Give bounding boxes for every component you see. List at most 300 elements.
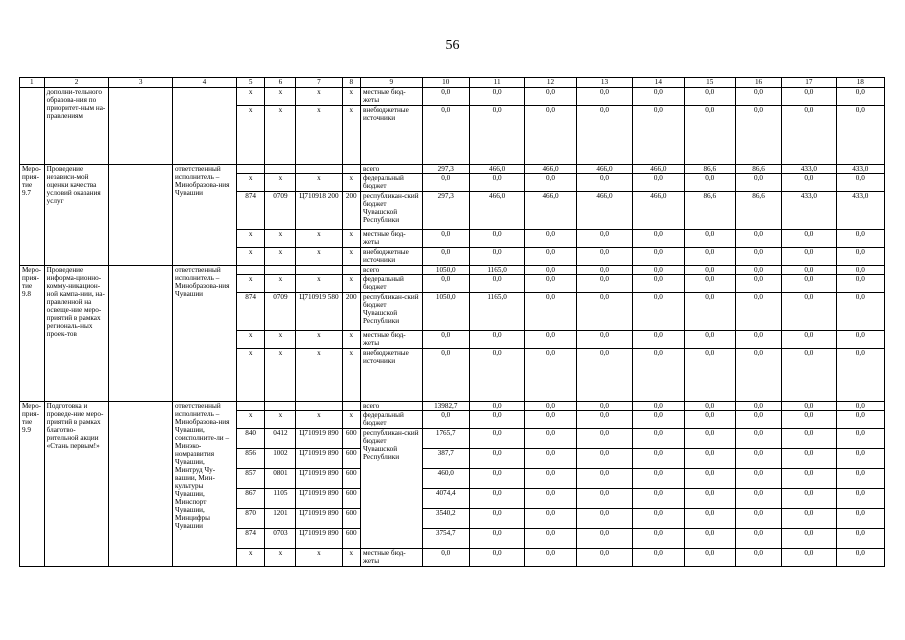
executor-cell: ответственный исполнитель – Минобразова-ния Чувашии (173, 266, 237, 402)
code-cell: 874 (236, 192, 265, 230)
code-cell: х (265, 349, 296, 402)
value-cell: 0,0 (525, 174, 576, 192)
value-cell: 0,0 (633, 411, 684, 429)
value-cell: 0,0 (525, 509, 576, 529)
value-cell: 13982,7 (422, 402, 469, 411)
code-cell (342, 402, 360, 411)
value-cell: 0,0 (684, 549, 735, 567)
code-cell (236, 402, 265, 411)
code-cell: х (342, 88, 360, 106)
value-cell: 0,0 (684, 106, 735, 165)
value-cell: 0,0 (469, 509, 524, 529)
value-cell: 0,0 (782, 106, 836, 165)
value-cell: 0,0 (422, 174, 469, 192)
code-cell: х (265, 106, 296, 165)
value-cell: 0,0 (836, 266, 884, 275)
value-cell: 0,0 (633, 469, 684, 489)
value-cell: 1165,0 (469, 266, 524, 275)
budget-table (19, 77, 885, 567)
source-cell: внебюджетные источники (361, 106, 423, 165)
value-cell: 0,0 (735, 509, 781, 529)
code-cell: 870 (236, 509, 265, 529)
value-cell: 433,0 (836, 165, 884, 174)
value-cell: 0,0 (469, 402, 524, 411)
value-cell: 0,0 (633, 174, 684, 192)
header-row (20, 78, 885, 88)
value-cell: 0,0 (576, 529, 633, 549)
value-cell: 0,0 (525, 402, 576, 411)
code-cell: х (265, 275, 296, 293)
value-cell: 0,0 (469, 275, 524, 293)
code-cell: 874 (236, 293, 265, 331)
value-cell: 0,0 (525, 266, 576, 275)
value-cell: 0,0 (525, 549, 576, 567)
value-cell: 0,0 (525, 349, 576, 402)
header-cell: 12 (525, 78, 576, 88)
value-cell: 0,0 (576, 174, 633, 192)
value-cell: 0,0 (525, 489, 576, 509)
value-cell: 1165,0 (469, 293, 524, 331)
code-cell: 600 (342, 429, 360, 449)
code-cell: х (236, 230, 265, 248)
value-cell: 0,0 (469, 331, 524, 349)
value-cell: 0,0 (782, 331, 836, 349)
source-cell: федеральный бюджет (361, 174, 423, 192)
value-cell: 0,0 (782, 174, 836, 192)
col3-cell (109, 266, 173, 402)
value-cell: 0,0 (633, 248, 684, 266)
col3-cell (109, 88, 173, 165)
code-cell: 840 (236, 429, 265, 449)
header-cell: 15 (684, 78, 735, 88)
value-cell: 0,0 (525, 275, 576, 293)
value-cell: 0,0 (525, 248, 576, 266)
value-cell: 387,7 (422, 449, 469, 469)
code-cell: х (342, 349, 360, 402)
col3-cell (109, 165, 173, 266)
code-cell: 600 (342, 469, 360, 489)
code-cell: 1105 (265, 489, 296, 509)
code-cell: х (236, 549, 265, 567)
code-cell (342, 266, 360, 275)
value-cell: 1050,0 (422, 293, 469, 331)
value-cell: 0,0 (735, 489, 781, 509)
header-cell: 14 (633, 78, 684, 88)
source-cell: местные бюд-жеты (361, 331, 423, 349)
code-cell: х (342, 275, 360, 293)
source-cell: федеральный бюджет (361, 275, 423, 293)
code-cell: х (265, 331, 296, 349)
value-cell: 0,0 (782, 266, 836, 275)
value-cell: 0,0 (525, 429, 576, 449)
value-cell: 297,3 (422, 192, 469, 230)
value-cell: 0,0 (422, 411, 469, 429)
value-cell: 0,0 (576, 402, 633, 411)
code-cell: Ц710919 890 (296, 509, 342, 529)
code-cell: Ц710919 580 (296, 293, 342, 331)
header-cell: 5 (236, 78, 265, 88)
code-cell: Ц710919 890 (296, 489, 342, 509)
code-cell: х (265, 230, 296, 248)
value-cell: 0,0 (684, 248, 735, 266)
value-cell: 0,0 (735, 275, 781, 293)
value-cell: 460,0 (422, 469, 469, 489)
code-cell: 1201 (265, 509, 296, 529)
value-cell: 0,0 (576, 230, 633, 248)
value-cell: 0,0 (469, 349, 524, 402)
value-cell: 0,0 (836, 293, 884, 331)
value-cell: 0,0 (469, 230, 524, 248)
code-cell (265, 402, 296, 411)
code-cell: 874 (236, 529, 265, 549)
code-cell: х (236, 248, 265, 266)
header-cell: 13 (576, 78, 633, 88)
page-number: 56 (445, 38, 460, 53)
value-cell: 0,0 (836, 402, 884, 411)
value-cell: 0,0 (469, 449, 524, 469)
value-cell: 0,0 (735, 248, 781, 266)
table-row (20, 165, 885, 174)
value-cell: 0,0 (633, 529, 684, 549)
code-cell: Ц710919 890 (296, 429, 342, 449)
source-cell: республикан-ский бюджет Чувашской Республики (361, 429, 423, 549)
value-cell: 0,0 (836, 411, 884, 429)
value-cell: 0,0 (469, 469, 524, 489)
table-row (20, 266, 885, 275)
value-cell: 0,0 (684, 230, 735, 248)
code-cell: 0801 (265, 469, 296, 489)
value-cell: 0,0 (422, 349, 469, 402)
value-cell: 0,0 (735, 429, 781, 449)
table-row (20, 402, 885, 411)
code-cell: х (236, 275, 265, 293)
event-label-cell (20, 88, 45, 165)
value-cell: 0,0 (633, 106, 684, 165)
code-cell: Ц710919 890 (296, 449, 342, 469)
code-cell: х (342, 230, 360, 248)
value-cell: 0,0 (684, 275, 735, 293)
code-cell: 600 (342, 529, 360, 549)
value-cell: 0,0 (576, 549, 633, 567)
value-cell: 4074,4 (422, 489, 469, 509)
value-cell: 86,6 (684, 192, 735, 230)
value-cell: 0,0 (735, 469, 781, 489)
value-cell: 0,0 (633, 429, 684, 449)
value-cell: 0,0 (782, 469, 836, 489)
value-cell: 0,0 (836, 174, 884, 192)
code-cell: 0709 (265, 192, 296, 230)
value-cell: 0,0 (782, 293, 836, 331)
code-cell (236, 165, 265, 174)
value-cell: 0,0 (735, 331, 781, 349)
value-cell: 0,0 (684, 469, 735, 489)
value-cell: 0,0 (836, 248, 884, 266)
value-cell: 0,0 (633, 509, 684, 529)
value-cell: 86,6 (684, 165, 735, 174)
value-cell: 0,0 (782, 549, 836, 567)
code-cell: 857 (236, 469, 265, 489)
value-cell: 0,0 (576, 275, 633, 293)
value-cell: 0,0 (836, 349, 884, 402)
code-cell: х (296, 275, 342, 293)
header-cell: 10 (422, 78, 469, 88)
value-cell: 433,0 (836, 192, 884, 230)
value-cell: 3754,7 (422, 529, 469, 549)
value-cell: 433,0 (782, 165, 836, 174)
value-cell: 0,0 (576, 331, 633, 349)
event-label: Меро-прия-тие 9.8 (20, 266, 45, 402)
value-cell: 0,0 (576, 293, 633, 331)
value-cell: 0,0 (469, 88, 524, 106)
code-cell: 0709 (265, 293, 296, 331)
value-cell: 86,6 (735, 192, 781, 230)
header-cell: 17 (782, 78, 836, 88)
code-cell: х (342, 248, 360, 266)
value-cell: 466,0 (633, 165, 684, 174)
code-cell: х (296, 349, 342, 402)
value-cell: 0,0 (633, 331, 684, 349)
code-cell: х (342, 174, 360, 192)
code-cell: 0703 (265, 529, 296, 549)
value-cell: 0,0 (836, 429, 884, 449)
value-cell: 466,0 (576, 192, 633, 230)
value-cell: 0,0 (684, 509, 735, 529)
value-cell: 0,0 (422, 549, 469, 567)
code-cell: х (342, 411, 360, 429)
code-cell: х (236, 411, 265, 429)
value-cell: 0,0 (469, 489, 524, 509)
value-cell: 0,0 (782, 88, 836, 106)
value-cell: 0,0 (422, 88, 469, 106)
value-cell: 0,0 (735, 349, 781, 402)
value-cell: 0,0 (836, 469, 884, 489)
value-cell: 0,0 (836, 509, 884, 529)
col3-cell (109, 402, 173, 567)
code-cell: х (296, 230, 342, 248)
value-cell: 0,0 (576, 489, 633, 509)
value-cell: 0,0 (735, 293, 781, 331)
source-cell: республикан-ский бюджет Чувашской Республики (361, 192, 423, 230)
value-cell: 0,0 (422, 230, 469, 248)
value-cell: 466,0 (633, 192, 684, 230)
value-cell: 0,0 (684, 429, 735, 449)
code-cell: х (265, 248, 296, 266)
value-cell: 0,0 (469, 529, 524, 549)
event-description: дополни-тельного образова-ния по приоритет-ным на-правлениям (44, 88, 109, 165)
value-cell: 0,0 (735, 174, 781, 192)
event-description: Проведение независи-мой оценки качества условий оказания услуг (44, 165, 109, 266)
code-cell: х (296, 88, 342, 106)
code-cell: 200 (342, 192, 360, 230)
header-cell: 7 (296, 78, 342, 88)
value-cell: 0,0 (684, 489, 735, 509)
value-cell: 0,0 (735, 449, 781, 469)
code-cell: Ц710918 200 (296, 192, 342, 230)
value-cell: 0,0 (633, 266, 684, 275)
code-cell: 867 (236, 489, 265, 509)
value-cell: 0,0 (576, 411, 633, 429)
source-cell: местные бюд-жеты (361, 549, 423, 567)
table-row (20, 88, 885, 106)
header-cell: 2 (44, 78, 109, 88)
value-cell: 0,0 (684, 529, 735, 549)
value-cell: 86,6 (735, 165, 781, 174)
code-cell: х (296, 248, 342, 266)
value-cell: 0,0 (836, 230, 884, 248)
header-cell: 8 (342, 78, 360, 88)
value-cell: 0,0 (782, 411, 836, 429)
value-cell: 0,0 (684, 449, 735, 469)
value-cell: 0,0 (576, 509, 633, 529)
code-cell: х (265, 549, 296, 567)
value-cell: 0,0 (525, 411, 576, 429)
value-cell: 0,0 (633, 275, 684, 293)
header-cell: 18 (836, 78, 884, 88)
value-cell: 0,0 (525, 88, 576, 106)
value-cell: 0,0 (684, 174, 735, 192)
code-cell (265, 165, 296, 174)
value-cell: 0,0 (525, 230, 576, 248)
value-cell: 0,0 (525, 469, 576, 489)
code-cell: 856 (236, 449, 265, 469)
value-cell: 0,0 (422, 248, 469, 266)
value-cell: 0,0 (782, 449, 836, 469)
value-cell: 0,0 (782, 402, 836, 411)
value-cell: 0,0 (836, 529, 884, 549)
value-cell: 0,0 (735, 266, 781, 275)
value-cell: 0,0 (576, 469, 633, 489)
value-cell: 0,0 (525, 331, 576, 349)
code-cell: х (342, 331, 360, 349)
code-cell: Ц710919 890 (296, 469, 342, 489)
value-cell: 0,0 (684, 349, 735, 402)
code-cell: 600 (342, 509, 360, 529)
value-cell: 0,0 (836, 449, 884, 469)
header-cell: 11 (469, 78, 524, 88)
value-cell: 466,0 (525, 192, 576, 230)
code-cell: х (342, 106, 360, 165)
value-cell: 0,0 (782, 248, 836, 266)
code-cell: Ц710919 890 (296, 529, 342, 549)
source-cell: внебюджетные источники (361, 349, 423, 402)
value-cell: 0,0 (782, 489, 836, 509)
source-cell: всего (361, 165, 423, 174)
value-cell: 0,0 (735, 230, 781, 248)
value-cell: 0,0 (576, 106, 633, 165)
value-cell: 0,0 (525, 293, 576, 331)
code-cell: х (236, 331, 265, 349)
source-cell: местные бюд-жеты (361, 88, 423, 106)
value-cell: 0,0 (576, 248, 633, 266)
value-cell: 0,0 (684, 411, 735, 429)
value-cell: 0,0 (469, 174, 524, 192)
value-cell: 0,0 (782, 349, 836, 402)
code-cell (296, 266, 342, 275)
code-cell: 1002 (265, 449, 296, 469)
value-cell: 0,0 (836, 549, 884, 567)
value-cell: 0,0 (684, 402, 735, 411)
header-cell: 9 (361, 78, 423, 88)
source-cell: федеральный бюджет (361, 411, 423, 429)
header-cell: 1 (20, 78, 45, 88)
value-cell: 0,0 (735, 88, 781, 106)
header-cell: 16 (735, 78, 781, 88)
value-cell: 0,0 (576, 88, 633, 106)
code-cell: х (265, 411, 296, 429)
code-cell: 200 (342, 293, 360, 331)
value-cell: 0,0 (782, 529, 836, 549)
source-cell: всего (361, 402, 423, 411)
value-cell: 0,0 (735, 411, 781, 429)
source-cell: местные бюд-жеты (361, 230, 423, 248)
header-cell: 6 (265, 78, 296, 88)
value-cell: 0,0 (469, 549, 524, 567)
executor-cell (173, 88, 237, 165)
code-cell: х (296, 174, 342, 192)
value-cell: 0,0 (633, 293, 684, 331)
code-cell: х (296, 106, 342, 165)
code-cell: х (236, 174, 265, 192)
value-cell: 0,0 (782, 230, 836, 248)
value-cell: 0,0 (735, 549, 781, 567)
source-cell: республикан-ский бюджет Чувашской Республики (361, 293, 423, 331)
event-label: Меро-прия-тие 9.9 (20, 402, 45, 567)
value-cell: 466,0 (576, 165, 633, 174)
value-cell: 0,0 (735, 402, 781, 411)
value-cell: 433,0 (782, 192, 836, 230)
value-cell: 0,0 (469, 411, 524, 429)
code-cell: х (342, 549, 360, 567)
value-cell: 0,0 (422, 106, 469, 165)
value-cell: 0,0 (684, 293, 735, 331)
value-cell: 0,0 (782, 429, 836, 449)
code-cell (342, 165, 360, 174)
value-cell: 0,0 (576, 429, 633, 449)
value-cell: 0,0 (576, 449, 633, 469)
value-cell: 0,0 (525, 529, 576, 549)
value-cell: 3540,2 (422, 509, 469, 529)
value-cell: 0,0 (633, 230, 684, 248)
code-cell (236, 266, 265, 275)
value-cell: 0,0 (633, 489, 684, 509)
code-cell: 600 (342, 489, 360, 509)
value-cell: 0,0 (422, 275, 469, 293)
value-cell: 0,0 (633, 549, 684, 567)
value-cell: 0,0 (469, 248, 524, 266)
value-cell: 0,0 (633, 349, 684, 402)
value-cell: 0,0 (836, 88, 884, 106)
value-cell: 0,0 (633, 88, 684, 106)
value-cell: 0,0 (836, 275, 884, 293)
value-cell: 0,0 (735, 529, 781, 549)
executor-cell: ответственный исполнитель – Минобразова-ния Чувашии, соисполните-ли – Минэко-номразвития Чувашии, Минтруд Чу-вашии, Мин-культуры Чувашии, Минспорт Чувашии, Минцифры Чувашии (173, 402, 237, 567)
event-description: Проведение информа-ционно-комму-никацион-ной кампа-нии, на-правленной на освеще-ние меро-приятий в рамках региональ-ных проек-тов (44, 266, 109, 402)
code-cell: х (265, 174, 296, 192)
value-cell: 0,0 (684, 266, 735, 275)
value-cell: 0,0 (633, 402, 684, 411)
value-cell: 466,0 (469, 192, 524, 230)
value-cell: 0,0 (525, 106, 576, 165)
value-cell: 0,0 (684, 88, 735, 106)
code-cell (265, 266, 296, 275)
code-cell: х (236, 88, 265, 106)
source-cell: всего (361, 266, 423, 275)
code-cell (296, 402, 342, 411)
value-cell: 1050,0 (422, 266, 469, 275)
value-cell: 1765,7 (422, 429, 469, 449)
value-cell: 0,0 (836, 489, 884, 509)
header-cell: 3 (109, 78, 173, 88)
